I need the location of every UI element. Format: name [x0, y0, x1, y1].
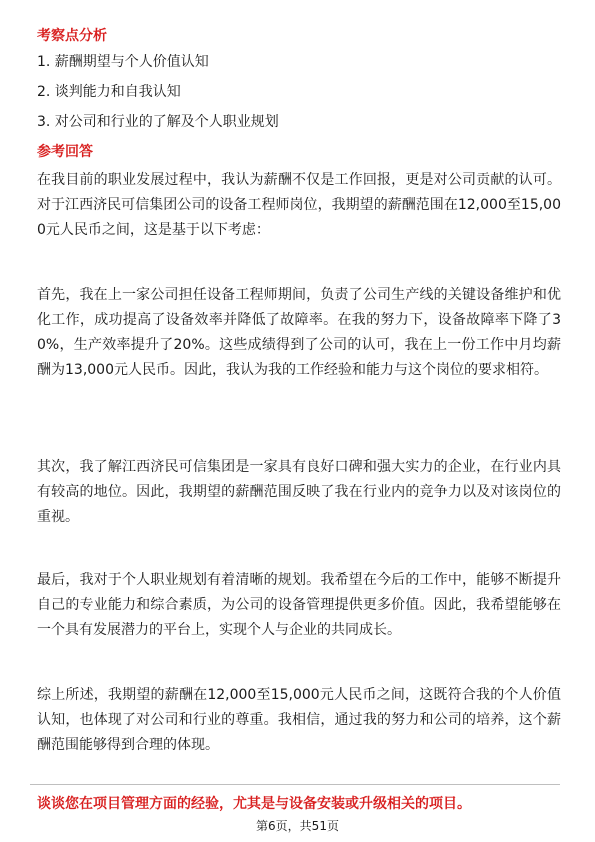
answer-paragraph-1: 在我目前的职业发展过程中，我认为薪酬不仅是工作回报，更是对公司贡献的认可。对于江西济民可信集团公司的设备工程师岗位，我期望的薪酬范围在12,000至15,000元人民币之间，这是基于以下考虑： [37, 172, 561, 238]
analysis-title: 考察点分析 [37, 28, 107, 44]
answer-paragraph-5: 综上所述，我期望的薪酬在12,000至15,000元人民币之间，这既符合我的个人价值认知，也体现了对公司和行业的尊重。我相信，通过我的努力和公司的培养，这个薪酬范围能够得到合理的体现。 [37, 687, 561, 753]
analysis-item-1: 1. 薪酬期望与个人价值认知 [37, 54, 209, 70]
answer-paragraph-3: 其次，我了解江西济民可信集团是一家具有良好口碑和强大实力的企业，在行业内具有较高的地位。因此，我期望的薪酬范围反映了我在行业内的竞争力以及对该岗位的重视。 [37, 459, 561, 525]
analysis-item-3: 3. 对公司和行业的了解及个人职业规划 [37, 114, 279, 130]
page-number: 第6页，共51页 [256, 819, 339, 833]
answer-paragraph-2: 首先，我在上一家公司担任设备工程师期间，负责了公司生产线的关键设备维护和优化工作，成功提高了设备效率并降低了故障率。在我的努力下，设备故障率下降了30%，生产效率提升了20%。这些成绩得到了公司的认可，我在上一份工作中月均薪酬为13,000元人民币。因此，我认为我的工作经验和能力与这个岗位的要求相符。 [37, 287, 561, 378]
answer-title: 参考回答 [37, 144, 93, 160]
next-question: 谈谈您在项目管理方面的经验，尤其是与设备安装或升级相关的项目。 [37, 796, 471, 812]
divider [30, 784, 560, 785]
answer-paragraph-4: 最后，我对于个人职业规划有着清晰的规划。我希望在今后的工作中，能够不断提升自己的专业能力和综合素质，为公司的设备管理提供更多价值。因此，我希望能够在一个具有发展潜力的平台上，实现个人与企业的共同成长。 [37, 572, 561, 638]
analysis-item-2: 2. 谈判能力和自我认知 [37, 84, 181, 100]
